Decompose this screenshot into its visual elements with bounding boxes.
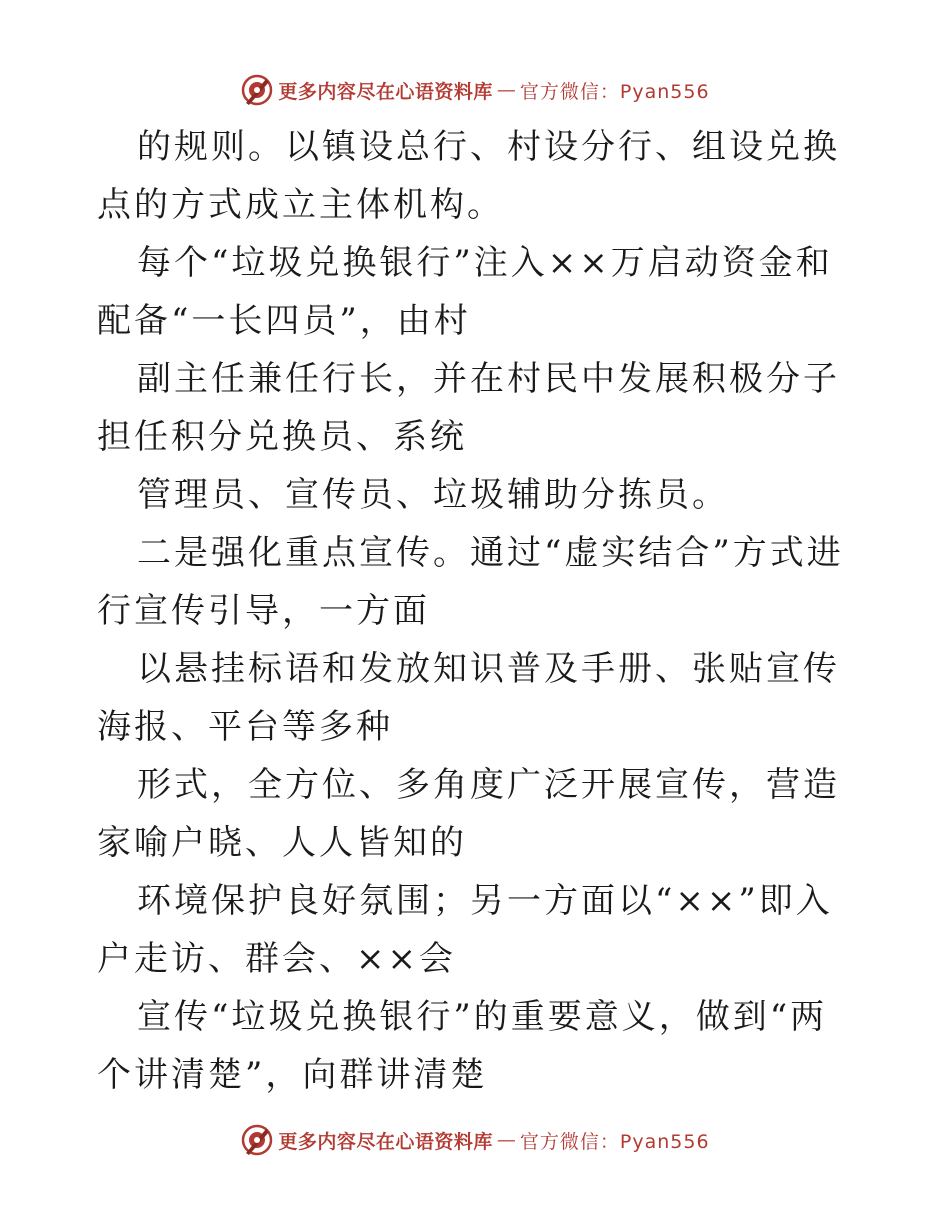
paragraph-8: 环境保护良好氛围；另一方面以“××”即入户走访、群会、××会 (97, 881, 833, 979)
header-dash: — (496, 79, 516, 101)
paragraph-4: 管理员、宣传员、垃圾辅助分拣员。 (137, 475, 729, 515)
paragraph-9: 宣传“垃圾兑换银行”的重要意义，做到“两个讲清楚”，向群讲清楚 (97, 997, 828, 1095)
footer-slogan: 更多内容尽在心语资料库 (278, 1130, 493, 1153)
pen-logo-icon (240, 73, 274, 107)
header-slogan: 更多内容尽在心语资料库 (278, 80, 493, 103)
paragraph-5: 二是强化重点宣传。通过“虚实结合”方式进行宣传引导，一方面 (97, 533, 844, 631)
paragraph-7: 形式，全方位、多角度广泛开展宣传，营造家喻户晓、人人皆知的 (97, 765, 840, 863)
footer-dash: — (496, 1129, 516, 1151)
pen-logo-icon (240, 1123, 274, 1157)
footer-wechat: 官方微信：Pyan556 (519, 1130, 710, 1153)
header-wechat: 官方微信：Pyan556 (519, 80, 710, 103)
header-watermark-banner (0, 70, 950, 110)
footer-watermark-banner (0, 1120, 950, 1160)
paragraph-3: 副主任兼任行长，并在村民中发展积极分子担任积分兑换员、系统 (97, 359, 840, 457)
document-body (97, 118, 857, 1104)
paragraph-6: 以悬挂标语和发放知识普及手册、张贴宣传海报、平台等多种 (97, 649, 840, 747)
paragraph-2: 每个“垃圾兑换银行”注入××万启动资金和配备“一长四员”，由村 (97, 243, 833, 341)
paragraph-1: 的规则。以镇设总行、村设分行、组设兑换点的方式成立主体机构。 (97, 127, 840, 225)
